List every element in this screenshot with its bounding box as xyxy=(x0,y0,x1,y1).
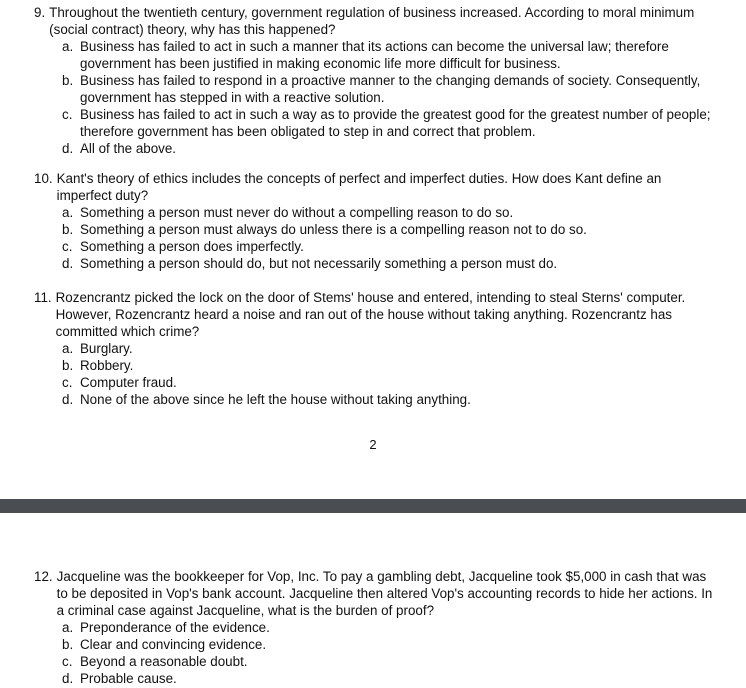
answer-option-b xyxy=(62,357,718,374)
option-text: All of the above. xyxy=(80,141,177,156)
option-letter: c. xyxy=(62,654,73,669)
answer-option-c xyxy=(62,653,718,670)
answer-options xyxy=(62,619,718,687)
option-letter: c. xyxy=(62,375,73,390)
option-text: Beyond a reasonable doubt. xyxy=(80,654,248,669)
option-letter: d. xyxy=(62,256,74,271)
answer-options xyxy=(62,38,718,157)
question-text: Throughout the twentieth century, government regulation of business increased. According to moral minimum (social contract) theory, why has this happened? xyxy=(49,5,695,37)
option-letter: d. xyxy=(62,392,74,407)
answer-option-d xyxy=(62,140,718,157)
option-letter: c. xyxy=(62,107,73,122)
option-text: Business has failed to act in such a manner that its actions can become the universal law; therefore government has been justified in making economic life more difficult for business. xyxy=(80,39,669,71)
answer-option-a xyxy=(62,204,718,221)
answer-options xyxy=(62,204,718,272)
option-text: Business has failed to respond in a proactive manner to the changing demands of society. Consequently, government has stepped in with a reactive solution. xyxy=(80,73,701,105)
answer-option-a xyxy=(62,38,718,72)
question-11 xyxy=(34,289,718,408)
option-text: Burglary. xyxy=(80,341,133,356)
option-text: Preponderance of the evidence. xyxy=(80,620,270,635)
answer-option-c xyxy=(62,238,718,255)
option-text: Clear and convincing evidence. xyxy=(80,637,267,652)
option-text: Probable cause. xyxy=(80,671,177,686)
option-text: Something a person must never do without a compelling reason to do so. xyxy=(80,205,514,220)
option-text: Robbery. xyxy=(80,358,134,373)
answer-option-d xyxy=(62,255,718,272)
answer-option-d xyxy=(62,670,718,687)
question-text: Rozencrantz picked the lock on the door of Stems' house and entered, intending to steal Sterns' computer. However, Rozencrantz heard a noise and ran out of the house without taking anything. Rozencrantz has committed which crime? xyxy=(55,290,686,339)
option-letter: a. xyxy=(62,341,74,356)
answer-options xyxy=(62,340,718,408)
answer-option-b xyxy=(62,221,718,238)
option-letter: a. xyxy=(62,620,74,635)
question-12 xyxy=(34,568,718,687)
option-letter: a. xyxy=(62,205,74,220)
answer-option-b xyxy=(62,72,718,106)
answer-option-d xyxy=(62,391,718,408)
question-number: 9. xyxy=(34,5,46,20)
question-text: Kant's theory of ethics includes the concepts of perfect and imperfect duties. How does Kant define an imperfect duty? xyxy=(56,171,662,203)
option-text: Something a person should do, but not necessarily something a person must do. xyxy=(80,256,558,271)
option-letter: c. xyxy=(62,239,73,254)
option-text: None of the above since he left the house without taking anything. xyxy=(80,392,471,407)
question-number: 12. xyxy=(34,569,53,584)
option-letter: b. xyxy=(62,358,74,373)
page-break-divider xyxy=(0,499,746,513)
option-letter: a. xyxy=(62,39,74,54)
option-letter: d. xyxy=(62,141,74,156)
option-text: Computer fraud. xyxy=(80,375,177,390)
option-text: Something a person must always do unless there is a compelling reason not to do so. xyxy=(80,222,587,237)
page-number: 2 xyxy=(369,437,377,452)
answer-option-a xyxy=(62,619,718,636)
answer-option-c xyxy=(62,374,718,391)
option-letter: d. xyxy=(62,671,74,686)
answer-option-b xyxy=(62,636,718,653)
option-letter: b. xyxy=(62,637,74,652)
option-letter: b. xyxy=(62,222,74,237)
option-letter: b. xyxy=(62,73,74,88)
answer-option-c xyxy=(62,106,718,140)
question-9 xyxy=(34,4,718,157)
question-number: 10. xyxy=(34,171,53,186)
option-text: Business has failed to act in such a way as to provide the greatest good for the greatest number of people; therefore government has been obligated to step in and correct that problem. xyxy=(80,107,711,139)
answer-option-a xyxy=(62,340,718,357)
question-text: Jacqueline was the bookkeeper for Vop, Inc. To pay a gambling debt, Jacqueline took $5,000 in cash that was to be deposited in Vop's bank account. Jacqueline then altered Vop's accounting records to hide her actions. In a criminal case against Jacqueline, what is the burden of proof? xyxy=(56,569,713,618)
question-10 xyxy=(34,170,718,272)
question-number: 11. xyxy=(34,290,52,305)
option-text: Something a person does imperfectly. xyxy=(80,239,304,254)
